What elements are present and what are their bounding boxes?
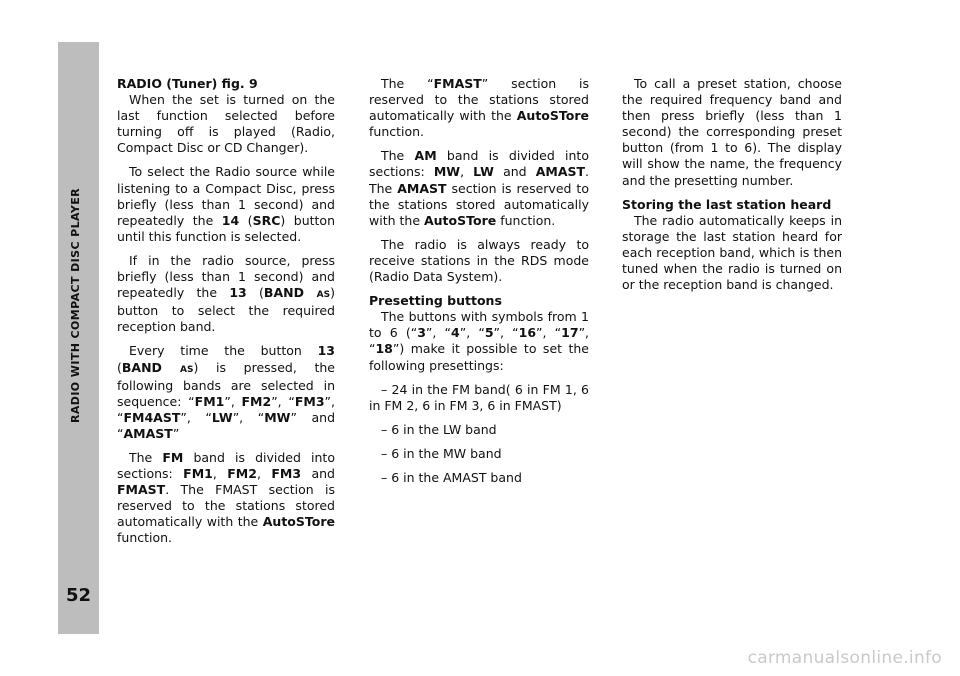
- list-item: – 6 in the AMAST band: [381, 469, 522, 485]
- section-heading-storing: Storing the last station heard: [622, 196, 832, 212]
- chapter-title: RADIO WITH COMPACT DISC PLAYER: [69, 187, 82, 423]
- paragraph: To call a preset station, choose the required frequency band and then press briefly (less than 1 second) the corresponding preset button (from 1 to 6). The display will show the name, the frequency and the presetting number.: [622, 76, 842, 188]
- paragraph: Every time the button 13 (BAND AS) is pressed, the following bands are selected in sequence: “FM1”, FM2”, “FM3”, “FM4AST”, “LW”, “MW” and “AMAST”: [117, 343, 336, 441]
- section-heading-radio: RADIO (Tuner) fig. 9: [117, 76, 258, 91]
- page-number: 52: [65, 585, 92, 606]
- paragraph: The FM band is divided into sections: FM1, FM2, FM3 and FMAST. The FMAST section is reserved to the stations stored automatically with the AutoSTore function.: [117, 449, 335, 546]
- section-heading-presetting: Presetting buttons: [369, 293, 502, 309]
- paragraph: If in the radio source, press briefly (less than 1 second) and repeatedly the 13 (BAND AS) button to select the required reception band.: [117, 252, 335, 335]
- column-3: [622, 76, 842, 301]
- column-1: [117, 76, 335, 555]
- paragraph: The buttons with symbols from 1 to 6 (“3”, “4”, “5”, “16”, “17”, “18”) make it possible to set the following presettings:: [369, 309, 590, 373]
- paragraph: The “FMAST” section is reserved to the stations stored automatically with the AutoSTore function.: [369, 76, 589, 140]
- list-item: – 6 in the MW band: [381, 445, 502, 461]
- paragraph: The radio automatically keeps in storage the last station heard for each reception band, which is then tuned when the radio is turned on or the reception band is changed.: [622, 212, 842, 293]
- list-item: – 6 in the LW band: [381, 421, 497, 437]
- watermark: carmanualsonline.info: [747, 648, 942, 668]
- paragraph: To select the Radio source while listening to a Compact Disc, press briefly (less than 1 second) and repeatedly the 14 (SRC) button until this function is selected.: [117, 164, 335, 244]
- paragraph: The AM band is divided into sections: MW, LW and AMAST. The AMAST section is reserved to the stations stored automatically with the AutoSTore function.: [369, 148, 590, 228]
- paragraph: The radio is always ready to receive stations in the RDS mode (Radio Data System).: [369, 236, 589, 285]
- column-2: [369, 76, 589, 494]
- list-item: – 24 in the FM band( 6 in FM 1, 6 in FM 2, 6 in FM 3, 6 in FMAST): [369, 381, 589, 413]
- paragraph: When the set is turned on the last function selected before turning off is played (Radio, Compact Disc or CD Changer).: [117, 92, 335, 156]
